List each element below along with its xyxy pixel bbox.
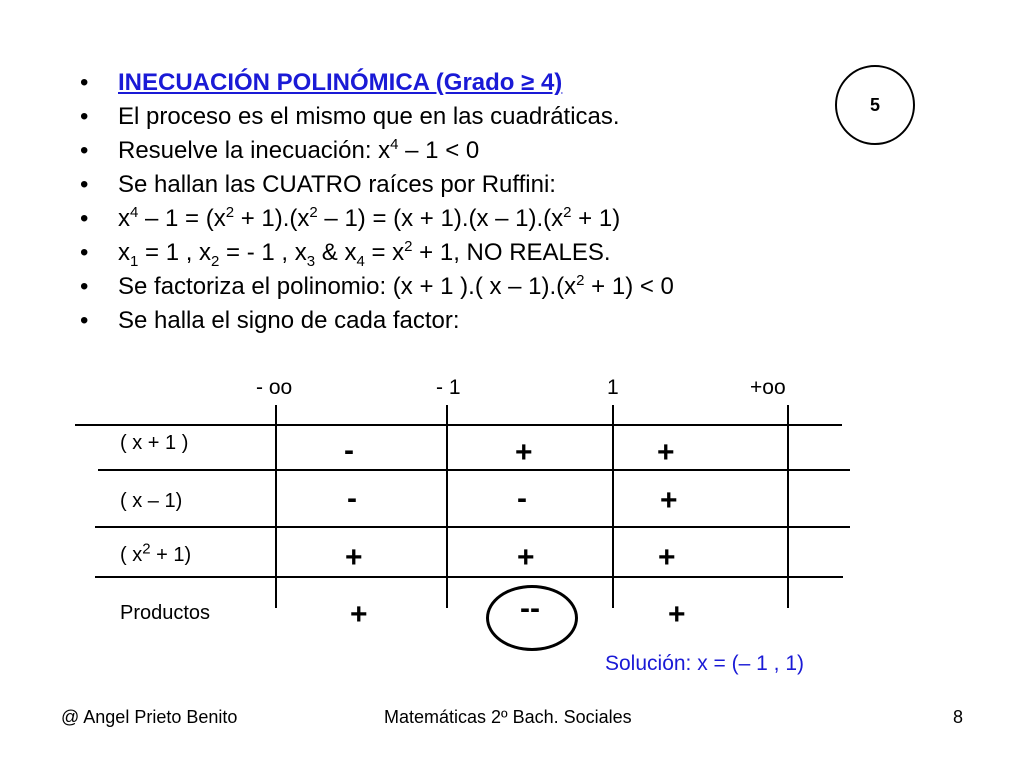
bullet-text: – 1 < 0 bbox=[398, 137, 480, 164]
table-divider bbox=[275, 405, 277, 608]
exponent: 2 bbox=[404, 238, 413, 255]
sign-cell: - bbox=[344, 434, 354, 467]
row-label-x-minus-1: ( x – 1) bbox=[120, 490, 183, 512]
bullet-text: + 1, NO REALES. bbox=[412, 239, 611, 266]
solution-text: Solución: x = (– 1 , 1) bbox=[605, 652, 805, 675]
subscript: 1 bbox=[130, 252, 139, 270]
slide-title: INECUACIÓN POLINÓMICA (Grado ≥ 4) bbox=[118, 69, 563, 96]
bullet-text: + 1) bbox=[571, 205, 621, 232]
product-sign-cell: + bbox=[668, 598, 686, 631]
bullet-text: x bbox=[118, 205, 130, 232]
slide-number-badge: 5 bbox=[835, 65, 915, 145]
exponent: 2 bbox=[309, 204, 318, 221]
table-rule bbox=[98, 469, 850, 471]
footer-course: Matemáticas 2º Bach. Sociales bbox=[384, 707, 632, 727]
footer-author: @ Angel Prieto Benito bbox=[61, 707, 238, 727]
subscript: 3 bbox=[306, 252, 316, 270]
table-rule-top bbox=[75, 424, 842, 426]
bullet-text: – 1) = (x + 1).(x – 1).(x bbox=[317, 205, 564, 232]
table-rule-bottom bbox=[95, 576, 843, 578]
sign-cell: + bbox=[657, 436, 675, 469]
sign-cell: - bbox=[347, 482, 357, 515]
bullet-text: El proceso es el mismo que en las cuadráticas. bbox=[118, 103, 620, 130]
row-label-x2-plus-1 bbox=[120, 540, 192, 567]
header-minus-one: - 1 bbox=[436, 376, 461, 399]
exponent: 2 bbox=[225, 204, 235, 221]
header-plus-infinity: +oo bbox=[750, 376, 786, 399]
sign-cell: - bbox=[517, 482, 527, 515]
bullet-text: + 1).(x bbox=[234, 205, 310, 232]
sign-cell: + bbox=[515, 436, 533, 469]
bullet-5 bbox=[80, 236, 674, 270]
table-rule bbox=[95, 526, 850, 528]
bullet-text: = 1 , x bbox=[138, 239, 212, 266]
bullet-3 bbox=[80, 168, 674, 202]
bullet-text: Resuelve la inecuación: x bbox=[118, 137, 391, 164]
sign-cell: + bbox=[658, 541, 676, 574]
product-sign-cell: + bbox=[350, 598, 368, 631]
bullet-text: = x bbox=[364, 239, 405, 266]
bullet-dot: • bbox=[80, 205, 89, 232]
row-label-x-plus-1: ( x + 1 ) bbox=[120, 432, 189, 454]
product-sign-cell: -- bbox=[520, 592, 540, 625]
bullet-dot: • bbox=[80, 171, 89, 198]
table-divider bbox=[787, 405, 789, 608]
sign-cell: + bbox=[517, 541, 535, 574]
row-label-text: + 1) bbox=[150, 544, 192, 566]
bullet-text: Se hallan las CUATRO raíces por Ruffini: bbox=[118, 171, 556, 198]
sign-cell: + bbox=[660, 484, 678, 517]
bullet-dot: • bbox=[80, 307, 89, 334]
bullet-text: & x bbox=[315, 239, 357, 266]
bullet-text: – 1 = (x bbox=[138, 205, 226, 232]
exponent: 2 bbox=[563, 204, 572, 221]
table-divider bbox=[612, 405, 614, 608]
bullet-dot: • bbox=[80, 239, 89, 266]
bullet-7 bbox=[80, 304, 674, 338]
bullet-dot: • bbox=[80, 69, 89, 96]
bullet-dot: • bbox=[80, 103, 89, 130]
row-label-text: ( x bbox=[120, 544, 143, 566]
subscript: 4 bbox=[356, 252, 365, 270]
table-divider bbox=[446, 405, 448, 608]
bullet-2 bbox=[80, 134, 674, 168]
exponent: 2 bbox=[142, 540, 151, 558]
bullet-title bbox=[80, 66, 674, 100]
header-one: 1 bbox=[607, 376, 619, 399]
sign-cell: + bbox=[345, 541, 363, 574]
row-label-productos: Productos bbox=[120, 602, 211, 624]
bullet-text: = - 1 , x bbox=[219, 239, 307, 266]
header-minus-infinity: - oo bbox=[256, 376, 293, 399]
bullet-text: Se halla el signo de cada factor: bbox=[118, 307, 460, 334]
bullet-1 bbox=[80, 100, 674, 134]
bullet-dot: • bbox=[80, 137, 89, 164]
bullet-4 bbox=[80, 202, 674, 236]
bullet-text: Se factoriza el polinomio: (x + 1 ).( x – 1).(x bbox=[118, 273, 577, 300]
exponent: 4 bbox=[130, 204, 139, 221]
bullet-dot: • bbox=[80, 273, 89, 300]
bullet-text: + 1) < 0 bbox=[584, 273, 674, 300]
highlight-circle bbox=[486, 585, 578, 651]
bullet-list bbox=[80, 66, 674, 338]
exponent: 2 bbox=[576, 272, 585, 289]
footer-page-number: 8 bbox=[953, 707, 964, 727]
bullet-6 bbox=[80, 270, 674, 304]
subscript: 2 bbox=[211, 252, 220, 270]
bullet-text: x bbox=[118, 239, 130, 266]
exponent: 4 bbox=[390, 136, 399, 153]
